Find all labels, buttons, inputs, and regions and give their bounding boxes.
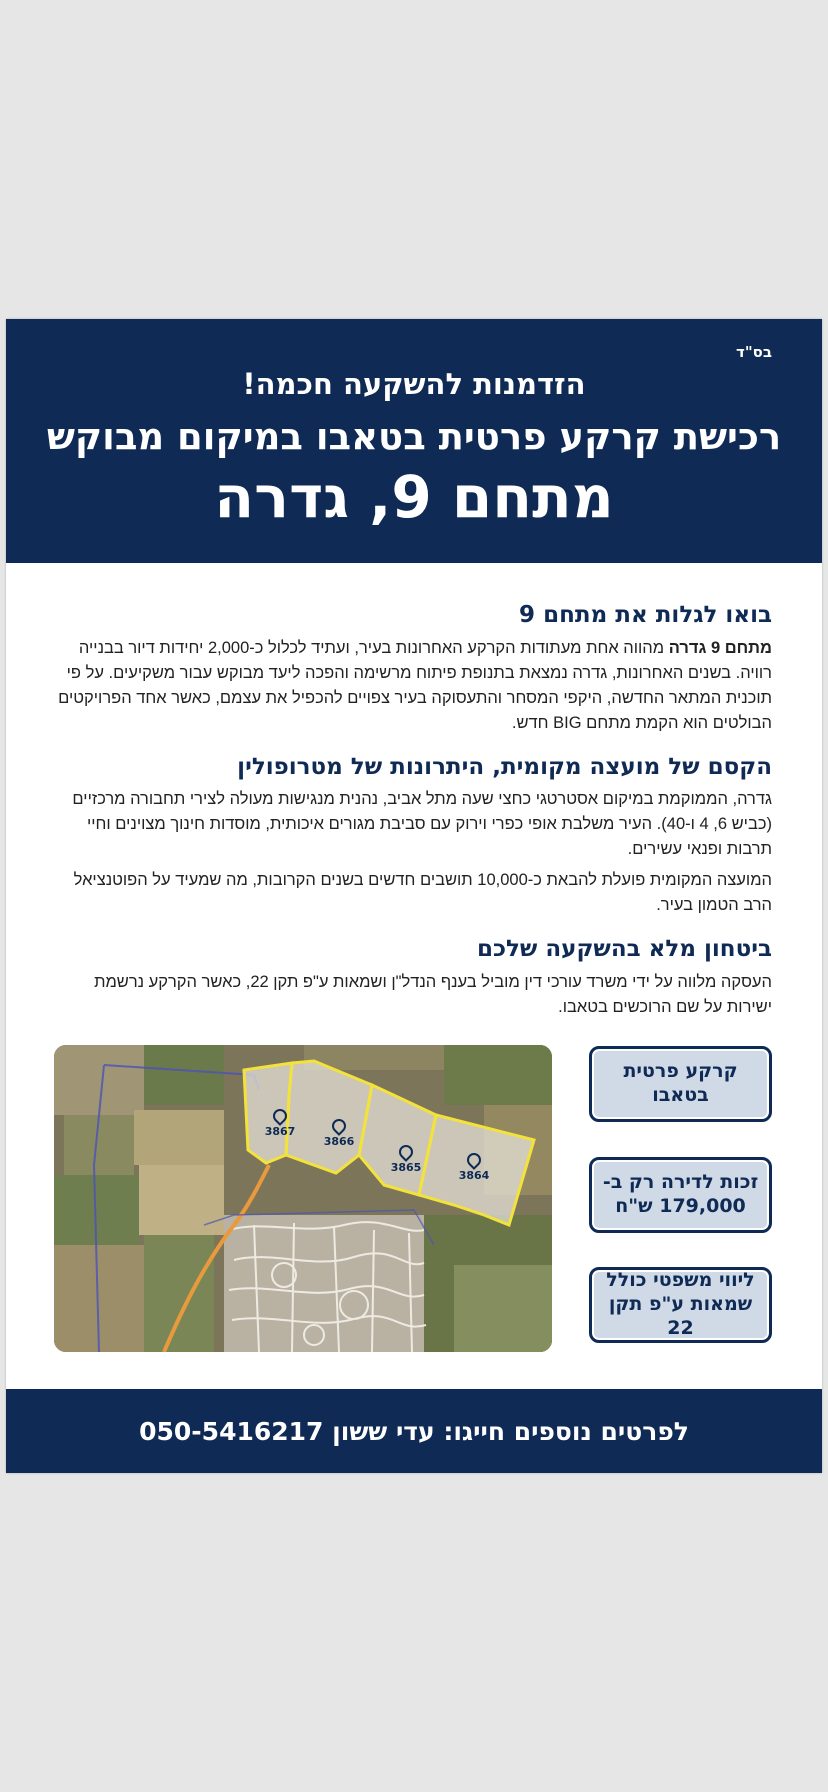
plot-label-3866 — [319, 1119, 359, 1148]
map-pin-icon — [464, 1150, 484, 1170]
plot-number: 3864 — [458, 1169, 490, 1182]
section-title-security: ביטחון מלא בהשקעה שלכם — [476, 936, 772, 963]
discover-text: מהווה אחת מעתודות הקרקע האחרונות בעיר, ועתיד לכלול כ-2,000 יחידות דיור בבנייה רוויה. בשנים האחרונות, גדרה נמצאת בתנופת פיתוח מרשימה והפכה ליעד מבוקש עבור משקיעים. על פי תוכנית המתאר החדשה, היקפי המסחר והתעסוקה בעיר צפויים להכפיל את עצמם, כאשר אחד הפרויקטים הבולטים הוא הקמת מתחם BIG חדש. — [58, 638, 772, 732]
map-pin-icon — [270, 1106, 290, 1126]
section-text-council-2: המועצה המקומית פועלת להבאת כ-10,000 תושבים חדשים בשנים הקרובות, מה שמעיד על הפוטנציאל הרב הטמון בעיר. — [73, 871, 772, 915]
section-title-discover: בואו לגלות את מתחם 9 — [519, 602, 772, 628]
section-title-council: הקסם של מועצה מקומית, היתרונות של מטרופולין — [237, 753, 772, 780]
plot-number: 3865 — [390, 1161, 422, 1174]
badge-price: זכות לדירה רק ב- 179,000 ש"ח — [589, 1157, 772, 1233]
section-text-security: העסקה מלווה על ידי משרד עורכי דין מוביל בענף הנדל"ן ושמאות ע"פ תקן 22, כאשר הקרקע נרשמת ישירות על שם הרוכשים בטאבו. — [94, 972, 772, 1016]
contact-footer: לפרטים נוספים חייגו: עדי ששון 050-5416217 — [6, 1389, 822, 1473]
plot-label-3867 — [260, 1109, 300, 1138]
article-body — [54, 602, 772, 1026]
plot-number: 3867 — [264, 1125, 296, 1138]
aerial-map — [54, 1045, 552, 1352]
header-subtitle: הזדמנות להשקעה חכמה! — [242, 367, 586, 401]
map-pin-icon — [396, 1142, 416, 1162]
header-location-title: מתחם 9, גדרה — [214, 463, 614, 531]
header-title: רכישת קרקע פרטית בטאבו במיקום מבוקש — [46, 415, 782, 458]
badge-private-land: קרקע פרטית בטאבו — [589, 1046, 772, 1122]
section-text-discover — [54, 636, 772, 736]
bold-lead: מתחם 9 גדרה — [668, 638, 772, 657]
header-banner — [6, 319, 822, 563]
plot-label-3864 — [454, 1153, 494, 1182]
flyer — [6, 319, 822, 1473]
plot-number: 3866 — [323, 1135, 355, 1148]
plot-label-3865 — [386, 1145, 426, 1174]
map-pin-icon — [329, 1116, 349, 1136]
badge-legal: ליווי משפטי כולל שמאות ע"פ תקן 22 — [589, 1267, 772, 1343]
section-text-council-1: גדרה, הממוקמת במיקום אסטרטגי כחצי שעה מתל אביב, נהנית מנגישות מעולה לצירי תחבורה מרכזיים (כביש 6, 4 ו-40). העיר משלבת אופי כפרי וירוק עם סביבת מגורים איכותית, מוסדות חינוך מצוינים וחיי תרבות ופנאי עשירים. — [72, 790, 772, 859]
bsd-mark: בס"ד — [736, 343, 772, 361]
